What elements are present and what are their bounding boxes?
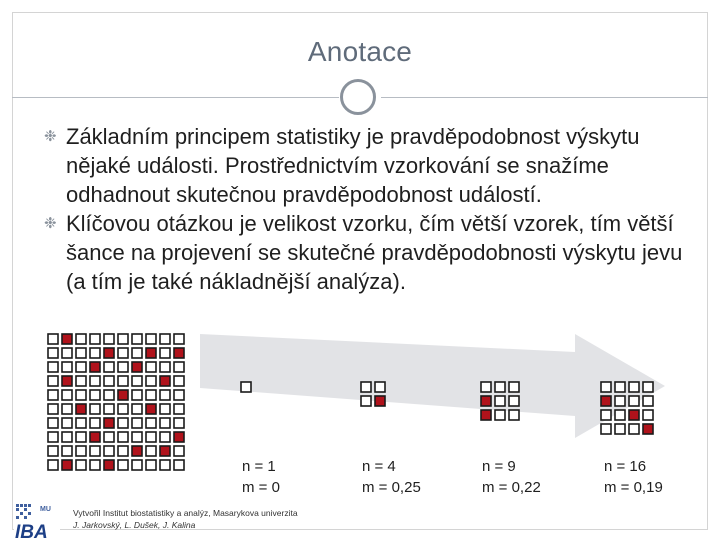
sample-3-cell-empty	[495, 410, 505, 420]
population-cell-empty	[160, 404, 170, 414]
sample-1-m-label: m = 0	[242, 479, 280, 496]
population-cell-filled	[118, 390, 128, 400]
population-cell-filled	[76, 404, 86, 414]
population-cell-filled	[90, 362, 100, 372]
iba-logo	[14, 500, 60, 540]
population-cell-empty	[104, 376, 114, 386]
population-cell-empty	[62, 362, 72, 372]
population-cell-filled	[160, 376, 170, 386]
slide-title: Anotace	[307, 36, 413, 67]
population-cell-empty	[62, 446, 72, 456]
population-cell-empty	[48, 390, 58, 400]
population-cell-empty	[146, 460, 156, 470]
sample-4-cell-empty	[615, 424, 625, 434]
sample-1-n-label: n = 1	[242, 458, 276, 475]
population-cell-empty	[76, 376, 86, 386]
sample-4-m-label: m = 0,19	[604, 479, 663, 496]
population-grid	[48, 334, 184, 470]
sample-grid-3	[481, 382, 519, 420]
sample-3-cell-empty	[495, 396, 505, 406]
population-cell-empty	[118, 348, 128, 358]
population-cell-empty	[90, 348, 100, 358]
population-cell-empty	[48, 334, 58, 344]
population-cell-empty	[48, 446, 58, 456]
population-cell-empty	[132, 460, 142, 470]
footer-authors: J. Jarkovský, L. Dušek, J. Kalina	[73, 520, 196, 530]
population-cell-filled	[132, 362, 142, 372]
population-cell-empty	[48, 418, 58, 428]
population-cell-empty	[132, 418, 142, 428]
population-cell-empty	[174, 404, 184, 414]
population-cell-filled	[174, 348, 184, 358]
population-cell-empty	[118, 362, 128, 372]
population-cell-empty	[90, 334, 100, 344]
population-cell-empty	[174, 334, 184, 344]
population-cell-empty	[90, 404, 100, 414]
population-cell-empty	[62, 432, 72, 442]
logo-text: IBA	[15, 522, 48, 540]
population-cell-empty	[160, 334, 170, 344]
population-cell-empty	[132, 376, 142, 386]
population-cell-empty	[48, 404, 58, 414]
sample-4-cell-empty	[629, 382, 639, 392]
sample-3-cell-empty	[509, 410, 519, 420]
sample-1-stats	[242, 456, 280, 498]
population-cell-empty	[132, 334, 142, 344]
sample-3-m-label: m = 0,22	[482, 479, 541, 496]
sample-2-cell-empty	[375, 382, 385, 392]
population-cell-filled	[62, 376, 72, 386]
population-cell-empty	[146, 334, 156, 344]
population-cell-empty	[174, 390, 184, 400]
population-cell-empty	[174, 376, 184, 386]
sample-4-cell-empty	[615, 396, 625, 406]
population-cell-empty	[160, 460, 170, 470]
population-cell-filled	[146, 348, 156, 358]
sampling-arrow	[200, 334, 665, 438]
population-cell-empty	[160, 390, 170, 400]
bullet-item	[44, 122, 704, 209]
sample-grid-1	[241, 382, 251, 392]
sampling-arrow-shape	[200, 334, 665, 438]
population-cell-empty	[146, 446, 156, 456]
population-cell-empty	[132, 390, 142, 400]
sample-4-cell-empty	[643, 382, 653, 392]
population-cell-empty	[174, 362, 184, 372]
population-cell-empty	[90, 460, 100, 470]
population-cell-empty	[48, 348, 58, 358]
population-cell-empty	[118, 418, 128, 428]
population-cell-empty	[160, 432, 170, 442]
population-cell-empty	[104, 334, 114, 344]
population-cell-empty	[76, 362, 86, 372]
population-cell-empty	[62, 404, 72, 414]
population-cell-empty	[132, 432, 142, 442]
population-cell-empty	[118, 432, 128, 442]
sample-1-cell-empty	[241, 382, 251, 392]
bullet-icon: ❉	[44, 215, 57, 232]
population-cell-empty	[146, 418, 156, 428]
sample-2-cell-empty	[361, 382, 371, 392]
title-divider-right	[381, 97, 708, 98]
title-divider-left	[12, 97, 339, 98]
population-cell-filled	[160, 446, 170, 456]
logo-badge: MU	[40, 506, 51, 513]
sample-2-m-label: m = 0,25	[362, 479, 421, 496]
population-cell-empty	[76, 334, 86, 344]
sample-4-cell-empty	[615, 410, 625, 420]
population-cell-empty	[118, 376, 128, 386]
population-cell-empty	[62, 390, 72, 400]
population-cell-empty	[132, 404, 142, 414]
population-cell-empty	[76, 446, 86, 456]
sample-4-cell-filled	[601, 396, 611, 406]
bullet-list	[44, 122, 704, 296]
population-cell-empty	[90, 418, 100, 428]
bullet-item	[44, 209, 704, 296]
population-cell-empty	[48, 460, 58, 470]
population-cell-empty	[146, 390, 156, 400]
population-cell-empty	[118, 334, 128, 344]
sample-4-cell-empty	[615, 382, 625, 392]
sample-4-cell-empty	[601, 410, 611, 420]
population-cell-empty	[76, 432, 86, 442]
population-cell-filled	[174, 432, 184, 442]
population-cell-empty	[118, 446, 128, 456]
footer-institute: Vytvořil Institut biostatistiky a analýz, Masarykova univerzita	[73, 508, 298, 518]
population-cell-empty	[146, 376, 156, 386]
population-cell-empty	[104, 390, 114, 400]
sample-4-cell-empty	[629, 424, 639, 434]
population-cell-empty	[76, 460, 86, 470]
title-ring-ornament	[340, 79, 376, 115]
bullet-text: Klíčovou otázkou je velikost vzorku, čím větší vzorek, tím větší šance na projevení se skutečné pravděpodobnosti výskytu jevu (a tím je také nákladnější analýza).	[66, 211, 683, 294]
population-cell-filled	[104, 348, 114, 358]
population-cell-empty	[174, 460, 184, 470]
population-cell-empty	[90, 376, 100, 386]
population-cell-filled	[132, 446, 142, 456]
bullet-text: Základním principem statistiky je pravděpodobnost výskytu nějaké události. Prostřednictvím vzorkování se snažíme odhadnout skutečnou pravděpodobnost událostí.	[66, 124, 640, 207]
population-cell-empty	[48, 376, 58, 386]
population-cell-filled	[90, 432, 100, 442]
population-cell-empty	[104, 404, 114, 414]
population-cell-empty	[62, 348, 72, 358]
population-cell-empty	[174, 418, 184, 428]
sample-4-n-label: n = 16	[604, 458, 647, 475]
sample-3-cell-filled	[481, 396, 491, 406]
population-cell-empty	[76, 348, 86, 358]
sample-4-cell-empty	[601, 382, 611, 392]
population-cell-filled	[146, 404, 156, 414]
population-cell-empty	[62, 418, 72, 428]
population-cell-empty	[76, 390, 86, 400]
sample-3-cell-empty	[481, 382, 491, 392]
sample-3-cell-empty	[509, 396, 519, 406]
population-cell-filled	[62, 460, 72, 470]
population-cell-filled	[104, 460, 114, 470]
sample-3-stats	[482, 456, 541, 498]
population-cell-empty	[48, 432, 58, 442]
population-cell-empty	[174, 446, 184, 456]
population-cell-filled	[62, 334, 72, 344]
sample-2-cell-empty	[361, 396, 371, 406]
sample-2-stats	[362, 456, 421, 498]
sample-4-cell-empty	[629, 396, 639, 406]
population-cell-empty	[76, 418, 86, 428]
sample-4-cell-filled	[643, 424, 653, 434]
sample-3-cell-empty	[495, 382, 505, 392]
sample-4-cell-empty	[601, 424, 611, 434]
sample-3-cell-filled	[481, 410, 491, 420]
population-cell-empty	[90, 446, 100, 456]
population-cell-empty	[104, 446, 114, 456]
population-cell-empty	[146, 362, 156, 372]
population-cell-empty	[160, 362, 170, 372]
population-cell-empty	[132, 348, 142, 358]
population-cell-empty	[118, 404, 128, 414]
population-cell-empty	[104, 432, 114, 442]
footer-credits	[73, 507, 298, 531]
population-cell-filled	[104, 418, 114, 428]
sample-4-cell-empty	[643, 410, 653, 420]
sample-3-cell-empty	[509, 382, 519, 392]
bullet-icon: ❉	[44, 128, 57, 145]
population-cell-empty	[160, 418, 170, 428]
population-cell-empty	[90, 390, 100, 400]
sample-2-cell-filled	[375, 396, 385, 406]
population-cell-empty	[160, 348, 170, 358]
sample-4-stats	[604, 456, 663, 498]
sample-3-n-label: n = 9	[482, 458, 516, 475]
population-cell-empty	[118, 460, 128, 470]
population-cell-empty	[48, 362, 58, 372]
sample-2-n-label: n = 4	[362, 458, 396, 475]
sample-4-cell-empty	[643, 396, 653, 406]
sample-4-cell-filled	[629, 410, 639, 420]
population-cell-empty	[104, 362, 114, 372]
population-cell-empty	[146, 432, 156, 442]
